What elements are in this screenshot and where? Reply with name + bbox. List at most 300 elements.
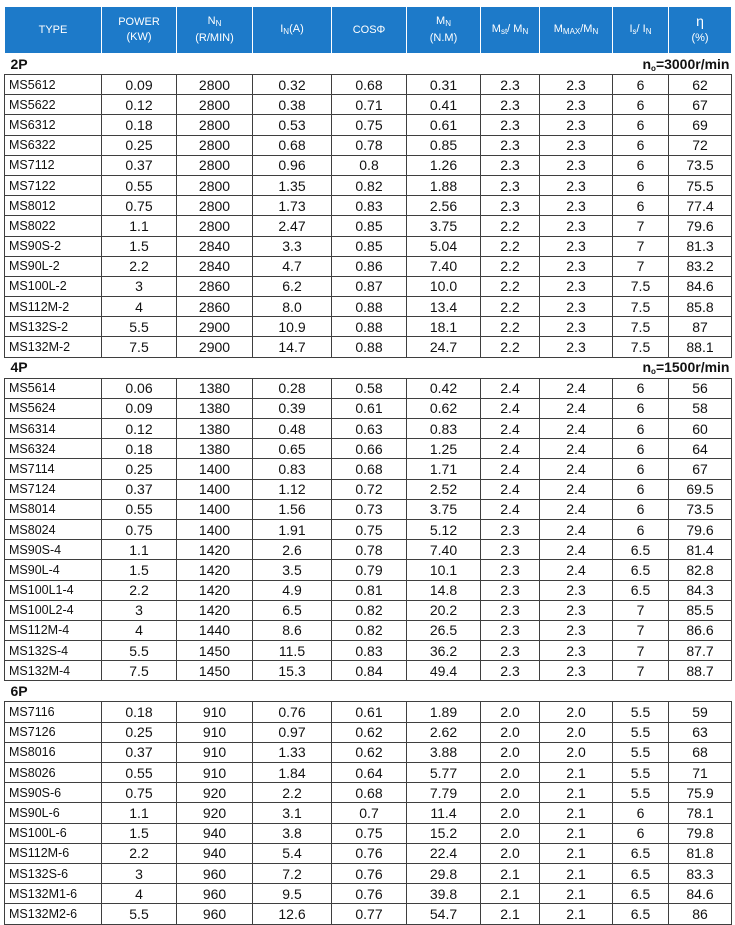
cell-starting-torque-ratio: 2.3 <box>481 175 540 195</box>
header-power-factor: COSΦ <box>332 7 407 54</box>
cell-starting-current-ratio: 7 <box>613 236 669 256</box>
cell-efficiency: 59 <box>669 702 732 722</box>
table-row <box>5 115 732 135</box>
cell-power: 2.2 <box>102 256 177 276</box>
table-row <box>5 95 732 115</box>
cell-starting-current-ratio: 7 <box>613 256 669 276</box>
cell-power-factor: 0.68 <box>332 783 407 803</box>
cell-rated-current: 11.5 <box>253 641 332 661</box>
cell-rated-torque: 3.88 <box>407 742 481 762</box>
cell-rated-speed: 910 <box>177 763 253 783</box>
cell-power-factor: 0.88 <box>332 297 407 317</box>
section-header-cell <box>5 681 732 702</box>
cell-power: 0.18 <box>102 439 177 459</box>
cell-efficiency: 88.1 <box>669 337 732 357</box>
table-row <box>5 702 732 722</box>
cell-rated-current: 9.5 <box>253 884 332 904</box>
cell-rated-torque: 14.8 <box>407 580 481 600</box>
table-row <box>5 439 732 459</box>
cell-starting-torque-ratio: 2.2 <box>481 276 540 296</box>
cell-starting-current-ratio: 6 <box>613 499 669 519</box>
cell-efficiency: 67 <box>669 95 732 115</box>
cell-type: MS132S-6 <box>5 863 102 883</box>
cell-power-factor: 0.61 <box>332 702 407 722</box>
cell-rated-torque: 11.4 <box>407 803 481 823</box>
cell-rated-current: 0.53 <box>253 115 332 135</box>
cell-power: 7.5 <box>102 337 177 357</box>
cell-rated-torque: 0.62 <box>407 398 481 418</box>
cell-rated-speed: 2800 <box>177 216 253 236</box>
cell-power-factor: 0.88 <box>332 317 407 337</box>
cell-type: MS5624 <box>5 398 102 418</box>
cell-starting-current-ratio: 6 <box>613 115 669 135</box>
cell-power: 0.37 <box>102 742 177 762</box>
cell-starting-current-ratio: 7.5 <box>613 337 669 357</box>
table-row <box>5 783 732 803</box>
cell-power-factor: 0.61 <box>332 398 407 418</box>
cell-max-torque-ratio: 2.1 <box>540 863 613 883</box>
cell-efficiency: 78.1 <box>669 803 732 823</box>
cell-max-torque-ratio: 2.3 <box>540 95 613 115</box>
cell-power-factor: 0.68 <box>332 459 407 479</box>
cell-max-torque-ratio: 2.3 <box>540 276 613 296</box>
pole-label: 2P <box>10 55 28 72</box>
cell-rated-torque: 3.75 <box>407 216 481 236</box>
cell-power-factor: 0.78 <box>332 135 407 155</box>
cell-rated-current: 1.56 <box>253 499 332 519</box>
cell-rated-speed: 2800 <box>177 155 253 175</box>
section-header-cell <box>5 357 732 378</box>
cell-type: MS132M-4 <box>5 661 102 681</box>
cell-max-torque-ratio: 2.1 <box>540 843 613 863</box>
cell-type: MS7126 <box>5 722 102 742</box>
table-row <box>5 317 732 337</box>
table-row <box>5 256 732 276</box>
cell-starting-torque-ratio: 2.1 <box>481 884 540 904</box>
cell-starting-torque-ratio: 2.3 <box>481 196 540 216</box>
cell-max-torque-ratio: 2.3 <box>540 580 613 600</box>
cell-power: 0.55 <box>102 763 177 783</box>
cell-starting-torque-ratio: 2.3 <box>481 580 540 600</box>
cell-starting-current-ratio: 6 <box>613 419 669 439</box>
table-row <box>5 763 732 783</box>
header-type: TYPE <box>5 7 102 54</box>
cell-efficiency: 68 <box>669 742 732 762</box>
cell-type: MS7122 <box>5 175 102 195</box>
cell-rated-current: 0.32 <box>253 75 332 95</box>
cell-type: MS90L-2 <box>5 256 102 276</box>
cell-power: 0.09 <box>102 75 177 95</box>
cell-power: 0.18 <box>102 115 177 135</box>
cell-rated-torque: 2.56 <box>407 196 481 216</box>
cell-rated-speed: 1420 <box>177 600 253 620</box>
cell-rated-speed: 960 <box>177 904 253 924</box>
cell-starting-current-ratio: 5.5 <box>613 742 669 762</box>
cell-starting-current-ratio: 6 <box>613 75 669 95</box>
cell-power-factor: 0.79 <box>332 560 407 580</box>
cell-type: MS7124 <box>5 479 102 499</box>
cell-power-factor: 0.88 <box>332 337 407 357</box>
cell-type: MS100L2-4 <box>5 600 102 620</box>
cell-power: 0.55 <box>102 175 177 195</box>
cell-rated-current: 3.8 <box>253 823 332 843</box>
cell-power-factor: 0.58 <box>332 378 407 398</box>
cell-starting-torque-ratio: 2.2 <box>481 216 540 236</box>
cell-starting-current-ratio: 6 <box>613 175 669 195</box>
cell-type: MS132M1-6 <box>5 884 102 904</box>
cell-starting-torque-ratio: 2.2 <box>481 236 540 256</box>
cell-rated-speed: 940 <box>177 843 253 863</box>
cell-rated-speed: 920 <box>177 803 253 823</box>
motor-spec-sheet <box>4 6 731 925</box>
cell-power-factor: 0.77 <box>332 904 407 924</box>
cell-efficiency: 79.6 <box>669 216 732 236</box>
cell-starting-torque-ratio: 2.4 <box>481 499 540 519</box>
cell-starting-torque-ratio: 2.3 <box>481 661 540 681</box>
cell-rated-torque: 20.2 <box>407 600 481 620</box>
cell-max-torque-ratio: 2.3 <box>540 236 613 256</box>
cell-efficiency: 84.3 <box>669 580 732 600</box>
table-row <box>5 742 732 762</box>
cell-efficiency: 86 <box>669 904 732 924</box>
cell-max-torque-ratio: 2.1 <box>540 823 613 843</box>
cell-max-torque-ratio: 2.3 <box>540 175 613 195</box>
cell-rated-current: 4.9 <box>253 580 332 600</box>
cell-rated-torque: 1.26 <box>407 155 481 175</box>
cell-rated-speed: 2800 <box>177 75 253 95</box>
cell-rated-torque: 15.2 <box>407 823 481 843</box>
cell-rated-speed: 1380 <box>177 439 253 459</box>
cell-power-factor: 0.87 <box>332 276 407 296</box>
motor-spec-table <box>4 6 732 925</box>
cell-power-factor: 0.72 <box>332 479 407 499</box>
cell-type: MS90L-6 <box>5 803 102 823</box>
cell-rated-speed: 920 <box>177 783 253 803</box>
cell-max-torque-ratio: 2.3 <box>540 317 613 337</box>
cell-max-torque-ratio: 2.1 <box>540 803 613 823</box>
cell-rated-speed: 940 <box>177 823 253 843</box>
cell-power: 4 <box>102 884 177 904</box>
cell-efficiency: 64 <box>669 439 732 459</box>
cell-efficiency: 81.8 <box>669 843 732 863</box>
cell-max-torque-ratio: 2.4 <box>540 560 613 580</box>
table-row <box>5 620 732 640</box>
cell-max-torque-ratio: 2.3 <box>540 196 613 216</box>
cell-rated-current: 12.6 <box>253 904 332 924</box>
cell-power-factor: 0.73 <box>332 499 407 519</box>
cell-rated-torque: 0.85 <box>407 135 481 155</box>
table-row <box>5 843 732 863</box>
cell-efficiency: 84.6 <box>669 276 732 296</box>
cell-rated-current: 15.3 <box>253 661 332 681</box>
cell-rated-torque: 54.7 <box>407 904 481 924</box>
cell-power-factor: 0.76 <box>332 863 407 883</box>
cell-starting-current-ratio: 7 <box>613 641 669 661</box>
cell-efficiency: 82.8 <box>669 560 732 580</box>
cell-rated-speed: 1380 <box>177 398 253 418</box>
cell-rated-current: 0.68 <box>253 135 332 155</box>
cell-efficiency: 62 <box>669 75 732 95</box>
cell-max-torque-ratio: 2.3 <box>540 216 613 236</box>
cell-power-factor: 0.63 <box>332 419 407 439</box>
cell-rated-current: 3.1 <box>253 803 332 823</box>
cell-rated-torque: 10.1 <box>407 560 481 580</box>
cell-max-torque-ratio: 2.4 <box>540 540 613 560</box>
cell-starting-current-ratio: 6 <box>613 519 669 539</box>
cell-starting-current-ratio: 6 <box>613 398 669 418</box>
cell-rated-speed: 1420 <box>177 540 253 560</box>
cell-rated-speed: 1420 <box>177 580 253 600</box>
cell-power-factor: 0.75 <box>332 823 407 843</box>
cell-rated-torque: 18.1 <box>407 317 481 337</box>
cell-power: 3 <box>102 600 177 620</box>
cell-rated-torque: 36.2 <box>407 641 481 661</box>
cell-starting-torque-ratio: 2.0 <box>481 702 540 722</box>
section-header <box>5 357 732 378</box>
cell-efficiency: 88.7 <box>669 661 732 681</box>
cell-efficiency: 75.9 <box>669 783 732 803</box>
cell-rated-speed: 960 <box>177 863 253 883</box>
cell-rated-current: 6.5 <box>253 600 332 620</box>
cell-rated-speed: 1380 <box>177 419 253 439</box>
cell-efficiency: 67 <box>669 459 732 479</box>
cell-max-torque-ratio: 2.4 <box>540 419 613 439</box>
cell-rated-speed: 2860 <box>177 297 253 317</box>
cell-max-torque-ratio: 2.3 <box>540 600 613 620</box>
cell-rated-speed: 2800 <box>177 95 253 115</box>
cell-starting-torque-ratio: 2.3 <box>481 75 540 95</box>
cell-rated-current: 1.91 <box>253 519 332 539</box>
cell-starting-current-ratio: 7 <box>613 600 669 620</box>
cell-rated-speed: 2840 <box>177 256 253 276</box>
cell-rated-speed: 2800 <box>177 115 253 135</box>
cell-type: MS8026 <box>5 763 102 783</box>
cell-type: MS8024 <box>5 519 102 539</box>
cell-type: MS132S-2 <box>5 317 102 337</box>
cell-max-torque-ratio: 2.4 <box>540 439 613 459</box>
cell-max-torque-ratio: 2.4 <box>540 398 613 418</box>
cell-rated-torque: 13.4 <box>407 297 481 317</box>
cell-rated-torque: 0.61 <box>407 115 481 135</box>
cell-rated-current: 8.6 <box>253 620 332 640</box>
cell-starting-torque-ratio: 2.0 <box>481 742 540 762</box>
cell-efficiency: 73.5 <box>669 155 732 175</box>
cell-type: MS90S-4 <box>5 540 102 560</box>
cell-starting-torque-ratio: 2.2 <box>481 297 540 317</box>
table-row <box>5 236 732 256</box>
cell-power: 0.37 <box>102 155 177 175</box>
cell-rated-speed: 910 <box>177 722 253 742</box>
cell-rated-current: 1.35 <box>253 175 332 195</box>
table-row <box>5 479 732 499</box>
cell-efficiency: 83.2 <box>669 256 732 276</box>
cell-starting-torque-ratio: 2.3 <box>481 540 540 560</box>
cell-rated-speed: 1400 <box>177 459 253 479</box>
cell-rated-current: 2.2 <box>253 783 332 803</box>
cell-max-torque-ratio: 2.3 <box>540 337 613 357</box>
cell-rated-speed: 1450 <box>177 661 253 681</box>
cell-power-factor: 0.82 <box>332 175 407 195</box>
cell-power: 1.5 <box>102 560 177 580</box>
cell-power: 0.25 <box>102 135 177 155</box>
cell-power: 1.1 <box>102 540 177 560</box>
cell-power: 3 <box>102 276 177 296</box>
cell-max-torque-ratio: 2.3 <box>540 115 613 135</box>
table-row <box>5 580 732 600</box>
table-row <box>5 722 732 742</box>
cell-rated-current: 10.9 <box>253 317 332 337</box>
cell-starting-current-ratio: 6.5 <box>613 580 669 600</box>
cell-rated-torque: 29.8 <box>407 863 481 883</box>
cell-starting-torque-ratio: 2.3 <box>481 155 540 175</box>
cell-power-factor: 0.62 <box>332 722 407 742</box>
cell-max-torque-ratio: 2.0 <box>540 702 613 722</box>
cell-efficiency: 87 <box>669 317 732 337</box>
cell-starting-current-ratio: 6.5 <box>613 863 669 883</box>
cell-rated-current: 0.83 <box>253 459 332 479</box>
table-row <box>5 904 732 924</box>
cell-rated-torque: 2.62 <box>407 722 481 742</box>
table-row <box>5 216 732 236</box>
cell-power: 1.5 <box>102 236 177 256</box>
cell-power-factor: 0.68 <box>332 75 407 95</box>
cell-starting-torque-ratio: 2.0 <box>481 722 540 742</box>
cell-rated-current: 0.97 <box>253 722 332 742</box>
cell-efficiency: 85.5 <box>669 600 732 620</box>
cell-starting-torque-ratio: 2.4 <box>481 398 540 418</box>
cell-rated-torque: 22.4 <box>407 843 481 863</box>
cell-starting-torque-ratio: 2.3 <box>481 560 540 580</box>
cell-type: MS7114 <box>5 459 102 479</box>
cell-efficiency: 58 <box>669 398 732 418</box>
cell-rated-current: 0.48 <box>253 419 332 439</box>
cell-rated-torque: 7.40 <box>407 256 481 276</box>
cell-efficiency: 69.5 <box>669 479 732 499</box>
cell-rated-current: 8.0 <box>253 297 332 317</box>
table-row <box>5 803 732 823</box>
cell-efficiency: 63 <box>669 722 732 742</box>
cell-rated-torque: 0.31 <box>407 75 481 95</box>
cell-type: MS8014 <box>5 499 102 519</box>
table-row <box>5 175 732 195</box>
cell-starting-torque-ratio: 2.0 <box>481 803 540 823</box>
cell-type: MS5614 <box>5 378 102 398</box>
cell-power: 7.5 <box>102 661 177 681</box>
cell-starting-current-ratio: 6 <box>613 155 669 175</box>
cell-power-factor: 0.82 <box>332 620 407 640</box>
cell-efficiency: 73.5 <box>669 499 732 519</box>
cell-efficiency: 86.6 <box>669 620 732 640</box>
cell-rated-current: 0.96 <box>253 155 332 175</box>
cell-max-torque-ratio: 2.4 <box>540 499 613 519</box>
table-row <box>5 459 732 479</box>
cell-power: 0.75 <box>102 519 177 539</box>
cell-power-factor: 0.86 <box>332 256 407 276</box>
cell-starting-torque-ratio: 2.4 <box>481 439 540 459</box>
cell-power-factor: 0.7 <box>332 803 407 823</box>
header-rated-current: $I_N(A)$ <box>253 7 332 54</box>
section-header-cell <box>5 54 732 75</box>
cell-power-factor: 0.84 <box>332 661 407 681</box>
cell-power: 5.5 <box>102 317 177 337</box>
cell-power: 5.5 <box>102 641 177 661</box>
cell-rated-speed: 1400 <box>177 479 253 499</box>
cell-rated-current: 1.33 <box>253 742 332 762</box>
cell-type: MS7112 <box>5 155 102 175</box>
cell-rated-current: 1.12 <box>253 479 332 499</box>
cell-rated-current: 7.2 <box>253 863 332 883</box>
cell-rated-torque: 7.79 <box>407 783 481 803</box>
cell-type: MS6322 <box>5 135 102 155</box>
table-row <box>5 378 732 398</box>
cell-power-factor: 0.83 <box>332 196 407 216</box>
cell-max-torque-ratio: 2.0 <box>540 742 613 762</box>
table-row <box>5 135 732 155</box>
cell-power-factor: 0.8 <box>332 155 407 175</box>
table-row <box>5 600 732 620</box>
cell-starting-current-ratio: 6 <box>613 439 669 459</box>
cell-power-factor: 0.85 <box>332 216 407 236</box>
cell-starting-current-ratio: 6.5 <box>613 540 669 560</box>
cell-type: MS112M-2 <box>5 297 102 317</box>
cell-rated-current: 5.4 <box>253 843 332 863</box>
table-row <box>5 75 732 95</box>
cell-efficiency: 71 <box>669 763 732 783</box>
cell-starting-current-ratio: 6.5 <box>613 560 669 580</box>
cell-rated-current: 0.65 <box>253 439 332 459</box>
cell-starting-torque-ratio: 2.3 <box>481 641 540 661</box>
cell-type: MS6314 <box>5 419 102 439</box>
cell-rated-torque: 5.04 <box>407 236 481 256</box>
cell-starting-current-ratio: 6 <box>613 803 669 823</box>
cell-rated-current: 2.47 <box>253 216 332 236</box>
cell-power-factor: 0.78 <box>332 540 407 560</box>
cell-type: MS132M2-6 <box>5 904 102 924</box>
cell-starting-torque-ratio: 2.0 <box>481 783 540 803</box>
cell-starting-current-ratio: 6.5 <box>613 884 669 904</box>
cell-type: MS112M-4 <box>5 620 102 640</box>
cell-type: MS6324 <box>5 439 102 459</box>
cell-starting-torque-ratio: 2.3 <box>481 519 540 539</box>
cell-power: 2.2 <box>102 580 177 600</box>
cell-max-torque-ratio: 2.3 <box>540 661 613 681</box>
cell-starting-current-ratio: 6 <box>613 196 669 216</box>
cell-rated-current: 4.7 <box>253 256 332 276</box>
cell-rated-torque: 49.4 <box>407 661 481 681</box>
cell-rated-torque: 0.83 <box>407 419 481 439</box>
cell-rated-current: 1.84 <box>253 763 332 783</box>
cell-rated-current: 1.73 <box>253 196 332 216</box>
cell-power-factor: 0.66 <box>332 439 407 459</box>
cell-starting-current-ratio: 5.5 <box>613 783 669 803</box>
table-row <box>5 560 732 580</box>
cell-rated-current: 0.39 <box>253 398 332 418</box>
cell-power: 1.1 <box>102 803 177 823</box>
table-row <box>5 499 732 519</box>
cell-power-factor: 0.76 <box>332 843 407 863</box>
table-row <box>5 297 732 317</box>
cell-power-factor: 0.76 <box>332 884 407 904</box>
cell-rated-torque: 39.8 <box>407 884 481 904</box>
cell-power-factor: 0.75 <box>332 519 407 539</box>
cell-rated-torque: 3.75 <box>407 499 481 519</box>
cell-starting-current-ratio: 6 <box>613 135 669 155</box>
cell-rated-speed: 2840 <box>177 236 253 256</box>
cell-power: 4 <box>102 620 177 640</box>
cell-power-factor: 0.62 <box>332 742 407 762</box>
cell-rated-speed: 1420 <box>177 560 253 580</box>
cell-rated-speed: 2900 <box>177 317 253 337</box>
